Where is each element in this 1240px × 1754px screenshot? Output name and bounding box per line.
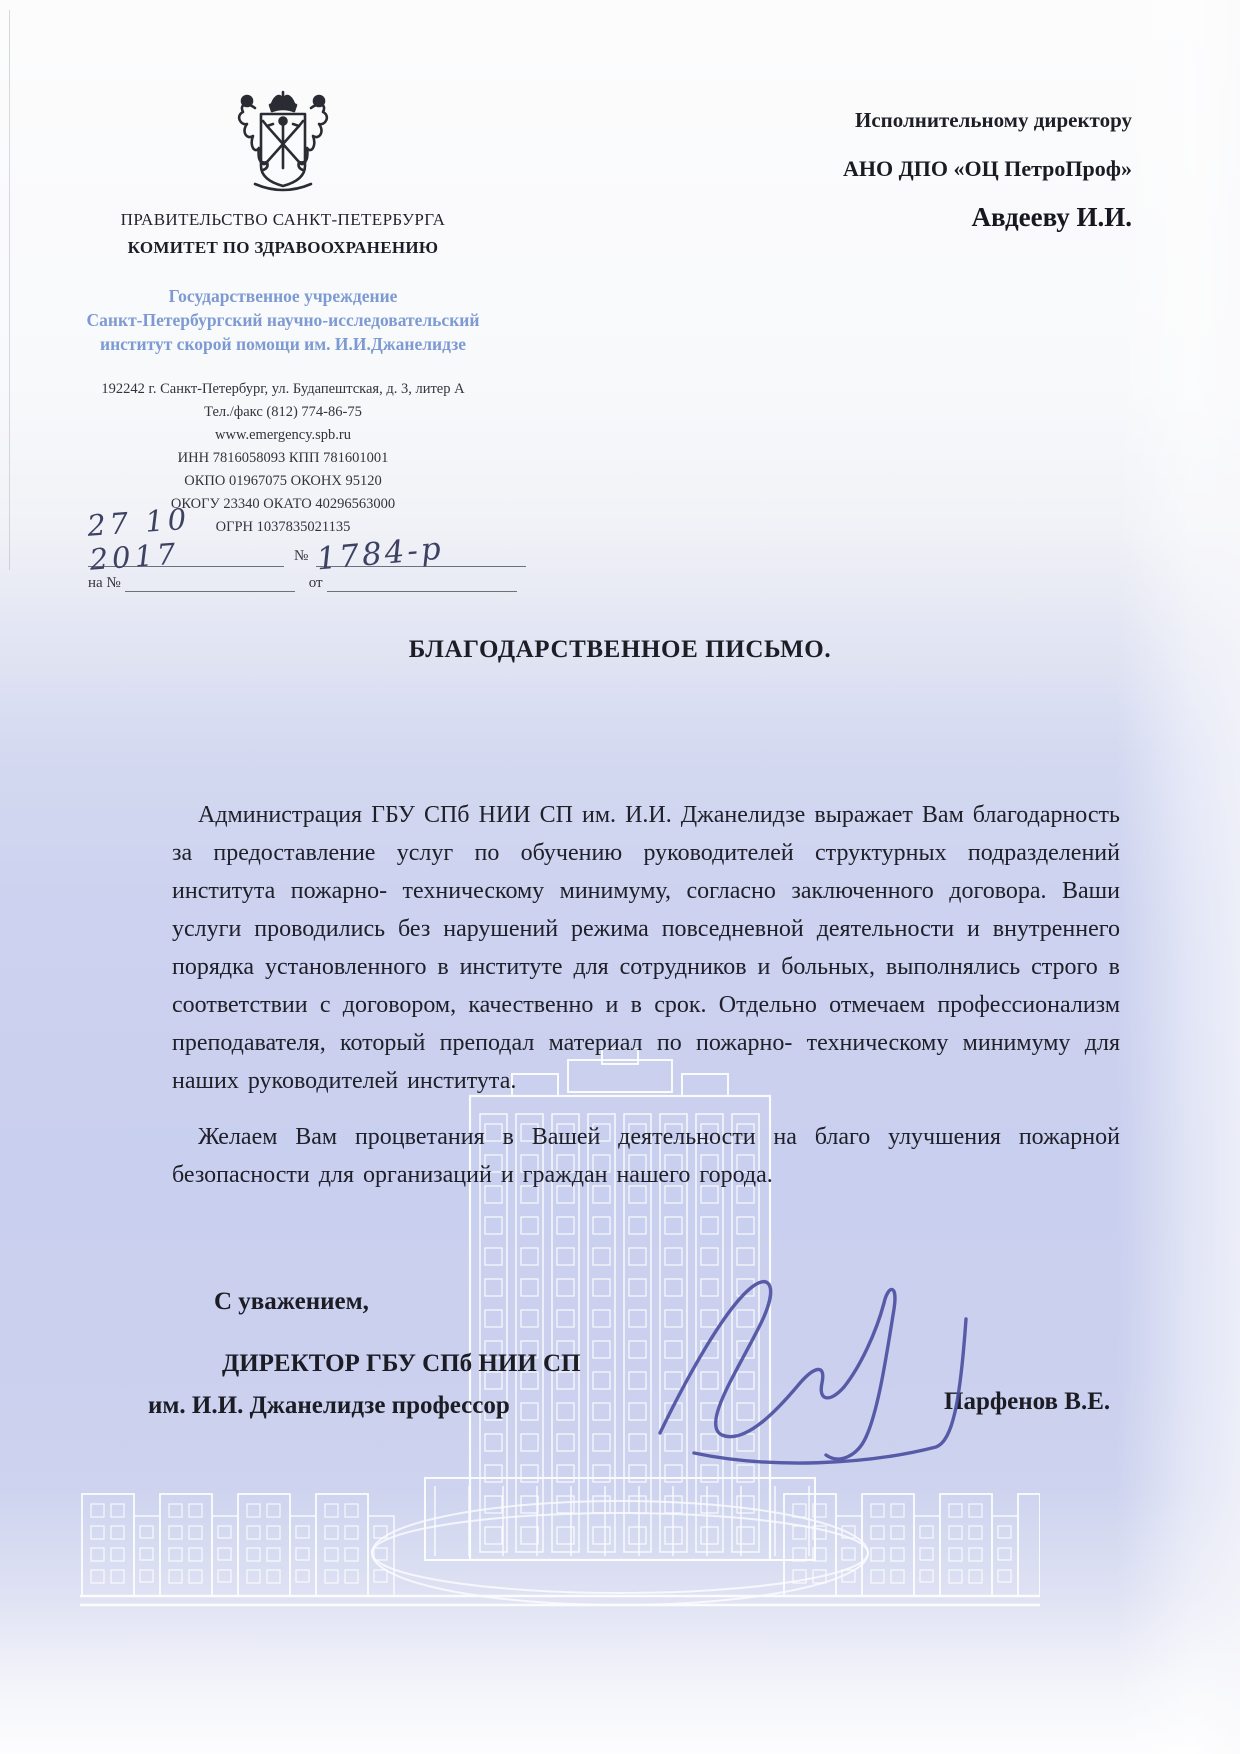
handwritten-number: 1784-р <box>315 530 446 578</box>
outgoing-number-field <box>315 530 526 578</box>
body-paragraph: Желаем Вам процветания в Вашей деятельности на благо улучшения пожарной безопасности для организаций и граждан нашего города. <box>172 1124 1120 1188</box>
address-line: Тел./факс (812) 774-86-75 <box>204 404 362 421</box>
institution-line: Санкт-Петербургский научно-исследовательский <box>86 310 480 331</box>
body-paragraph: Администрация ГБУ СПб НИИ СП им. И.И. Джанелидзе выражает Вам благодарность за предоставление услуг по обучению руководителей структурных подразделений института пожарно- техническому минимуму, согласно заключенного договора. Ваши услуги проводились без нарушений режима повседневной деятельности и внутреннего порядка установленного в институте для сотрудников и больных, выполнялись строго в соответствии с договором, качественно и в срок. Отдельно отмечаем профессионализм преподавателя, который преподал материал по пожарно- техническому минимуму для наших руководителей института. <box>172 802 1120 1094</box>
reference-block <box>88 498 528 592</box>
letterhead <box>58 88 508 539</box>
signer-position-line1: ДИРЕКТОР ГБУ СПб НИИ СП <box>222 1350 581 1377</box>
recipient-organization: АНО ДПО «ОЦ ПетроПроф» <box>843 156 1132 181</box>
government-name: ПРАВИТЕЛЬСТВО САНКТ-ПЕТЕРБУРГА <box>120 210 446 229</box>
recipient-name: Авдееву И.И. <box>971 202 1132 232</box>
institution-name <box>58 284 508 356</box>
address-line: 192242 г. Санкт-Петербург, ул. Будапештская, д. 3, литер А <box>101 381 465 398</box>
committee-name: КОМИТЕТ ПО ЗДРАВООХРАНЕНИЮ <box>127 238 439 257</box>
address-line: ИНН 7816058093 КПП 781601001 <box>177 450 389 467</box>
salutation: С уважением, <box>214 1288 369 1315</box>
handwritten-signature <box>630 1255 980 1470</box>
number-sign-label: № <box>294 548 309 564</box>
handwritten-date: 27 10 2017 <box>86 501 192 577</box>
outgoing-date-field <box>86 498 284 577</box>
signer-position-line2: им. И.И. Джанелидзе профессор <box>148 1392 510 1419</box>
address-line: ОКПО 01967075 ОКОНХ 95120 <box>184 473 382 490</box>
recipient-block <box>843 108 1132 233</box>
letter-title: БЛАГОДАРСТВЕННОЕ ПИСЬМО. <box>408 636 832 663</box>
reply-to-label: на № <box>88 575 121 591</box>
signer-name: Парфенов В.Е. <box>944 1388 1111 1415</box>
reply-date-blank-field <box>327 573 517 592</box>
from-label: от <box>308 575 323 591</box>
institution-line: институт скорой помощи им. И.И.Джанелидзе <box>99 334 466 355</box>
letter-body <box>172 796 1120 1212</box>
address-line: www.emergency.spb.ru <box>215 427 351 444</box>
address-line: ОКОГУ 23340 ОКАТО 40296563000 <box>170 495 396 512</box>
institution-line: Государственное учреждение <box>168 286 398 306</box>
spb-coat-of-arms-icon <box>225 88 341 200</box>
recipient-position: Исполнительному директору <box>855 108 1132 132</box>
address-line: ОГРН 1037835021135 <box>215 518 351 535</box>
reply-number-blank-field <box>125 573 295 592</box>
scan-edge-artifact <box>9 10 10 570</box>
